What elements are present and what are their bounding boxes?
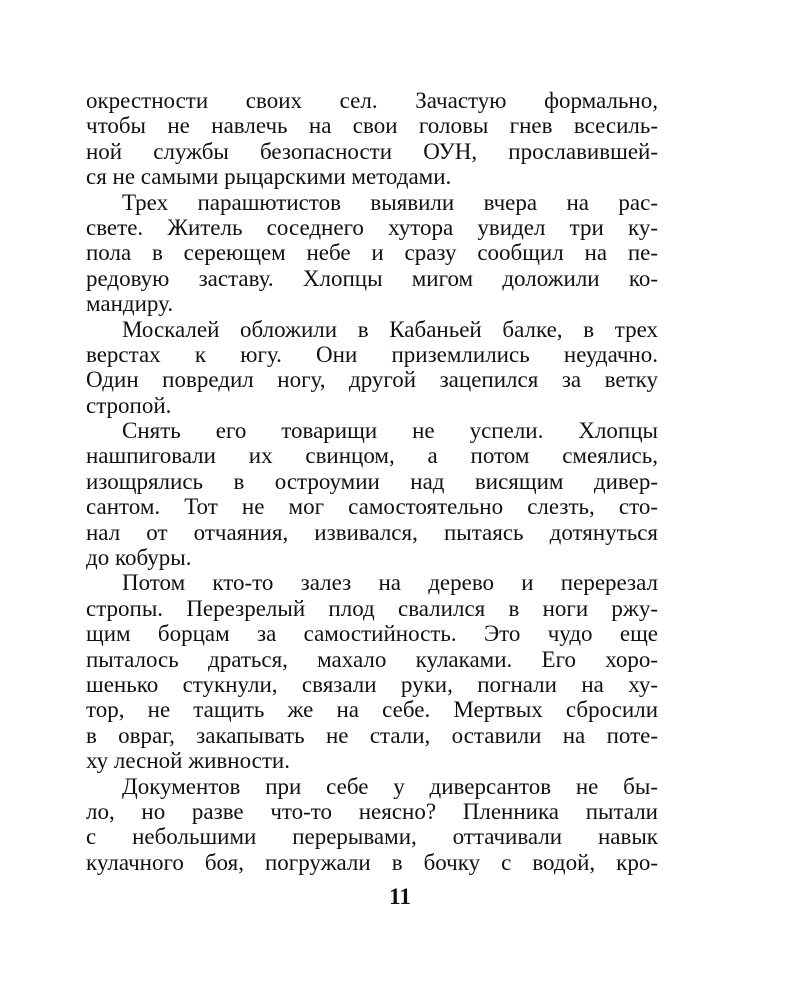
text-line: ной службы безопасности ОУН, прославившей- <box>86 138 658 164</box>
text-line: Снять его товарищи не успели. Хлопцы <box>122 418 658 444</box>
text-line: ся не самыми рыцарскими методами. <box>86 164 452 190</box>
text-line: щим борцам за самостийность. Это чудо еще <box>86 621 658 647</box>
text-line: нал от отчаяния, извивался, пытаясь дотянуться <box>86 519 658 545</box>
text-line: Москалей обложили в Кабаньей балке, в трех <box>122 316 658 342</box>
text-line: Трех парашютистов выявили вчера на рас- <box>122 189 658 215</box>
text-line: изощрялись в остроумии над висящим дивер- <box>86 468 658 494</box>
text-line: стропы. Перезрелый плод свалился в ноги ржу- <box>86 595 658 621</box>
text-line: стропой. <box>86 392 172 418</box>
text-line: кулачного боя, погружали в бочку с водой, кро- <box>86 849 658 875</box>
text-line: Один повредил ногу, другой зацепился за ветку <box>86 367 658 393</box>
text-line: редовую заставу. Хлопцы мигом доложили ко- <box>86 265 658 291</box>
text-line: свете. Житель соседнего хутора увидел три ку- <box>86 214 658 240</box>
text-line: ху лесной живности. <box>86 748 290 774</box>
page-number: 11 <box>389 884 411 909</box>
body-text <box>86 88 658 875</box>
text-line: шенько стукнули, связали руки, погнали на ху- <box>86 671 658 697</box>
text-line: Потом кто-то залез на дерево и перерезал <box>122 570 658 596</box>
text-line: верстах к югу. Они приземлились неудачно. <box>86 341 658 367</box>
text-line: пыталось драться, махало кулаками. Его хоро- <box>86 646 658 672</box>
text-line: пола в сереющем небе и сразу сообщил на пе- <box>86 240 658 266</box>
text-line: ло, но разве что-то неясно? Пленника пытали <box>86 798 658 824</box>
text-line: чтобы не навлечь на свои головы гнев всесиль- <box>86 113 658 139</box>
text-line: мандиру. <box>86 291 174 317</box>
text-line: сантом. Тот не мог самостоятельно слезть, сто- <box>86 494 658 520</box>
text-line: нашпиговали их свинцом, а потом смеялись, <box>86 443 658 469</box>
text-line: до кобуры. <box>86 545 192 571</box>
text-line: в овраг, закапывать не стали, оставили на поте- <box>86 722 658 748</box>
text-line: с небольшими перерывами, оттачивали навык <box>86 824 658 850</box>
text-line: окрестности своих сел. Зачастую формально, <box>86 88 658 113</box>
text-line: тор, не тащить же на себе. Мертвых сбросили <box>86 697 658 723</box>
text-line: Документов при себе у диверсантов не бы- <box>122 773 658 799</box>
